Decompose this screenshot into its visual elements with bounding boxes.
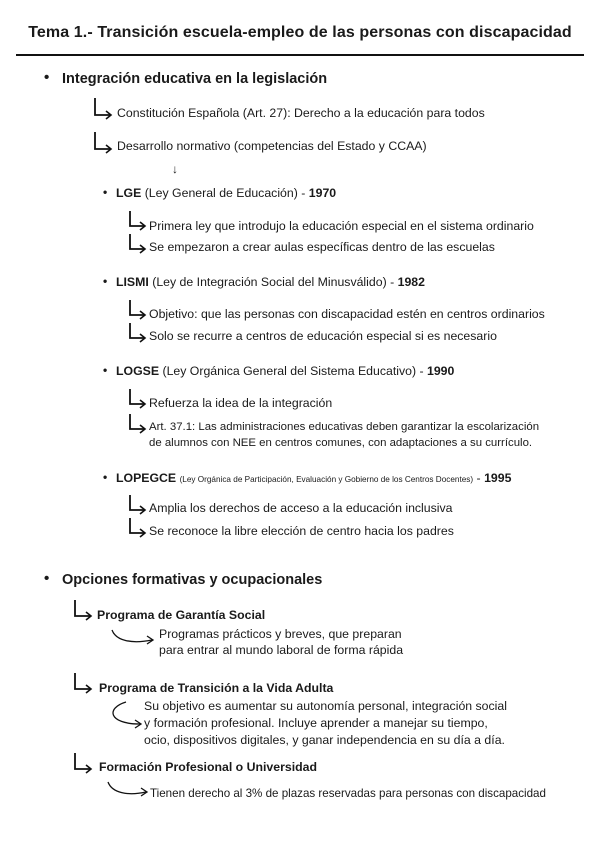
law-point: de alumnos con NEE en centros comunes, con adaptaciones a su currículo. <box>149 437 533 449</box>
list-item-normative: Desarrollo normativo (competencias del Estado y CCAA) <box>117 139 427 153</box>
law-sep: - <box>390 275 395 289</box>
curved-arrow-icon <box>110 627 156 647</box>
hook-arrow-icon <box>128 388 148 408</box>
law-point: Se reconoce la libre elección de centro hacia los padres <box>149 524 454 538</box>
program-desc-line: Programas prácticos y breves, que preparan <box>159 627 402 641</box>
program-title: Programa de Transición a la Vida Adulta <box>99 681 334 695</box>
program-desc-line: Tienen derecho al 3% de plazas reservadas para personas con discapacidad <box>150 787 546 800</box>
law-sep: - <box>476 471 481 485</box>
law-heading-logse <box>116 364 454 378</box>
bullet-dot: • <box>103 185 108 199</box>
program-title: Formación Profesional o Universidad <box>99 760 317 774</box>
law-year: 1970 <box>308 186 337 200</box>
law-year: 1982 <box>397 275 425 289</box>
law-point: Refuerza la idea de la integración <box>149 396 333 410</box>
hook-arrow-icon <box>73 752 95 774</box>
hook-arrow-icon <box>73 672 95 694</box>
list-item-constitution: Constitución Española (Art. 27): Derecho a la educación para todos <box>117 106 485 120</box>
law-heading-lopegce <box>116 471 511 485</box>
law-point: Se empezaron a crear aulas específicas dentro de las escuelas <box>149 240 495 254</box>
program-desc-line: Su objetivo es aumentar su autonomía personal, integración social <box>144 699 507 713</box>
law-point: Art. 37.1: Las administraciones educativas deben garantizar la escolarización <box>149 421 540 433</box>
bullet-dot: • <box>44 69 50 86</box>
hook-arrow-icon <box>128 299 148 319</box>
hook-arrow-icon <box>128 413 148 433</box>
hook-arrow-icon <box>93 97 115 119</box>
bullet-dot: • <box>103 470 108 484</box>
law-sep: - <box>419 364 424 378</box>
hook-arrow-icon <box>128 517 148 537</box>
law-abbr: LISMI <box>116 275 149 289</box>
program-desc-line: ocio, dispositivos digitales, y ganar independencia en su día a día. <box>144 733 505 747</box>
law-name: (Ley Orgánica de Participación, Evaluación y Gobierno de los Centros Docentes) <box>179 475 474 484</box>
law-point: Solo se recurre a centros de educación especial si es necesario <box>149 329 497 343</box>
page-title: Tema 1.- Transición escuela-empleo de las personas con discapacidad <box>28 24 572 41</box>
law-point: Objetivo: que las personas con discapacidad estén en centros ordinarios <box>149 307 545 321</box>
law-abbr: LOPEGCE <box>116 471 177 485</box>
program-desc-line: para entrar al mundo laboral de forma rápida <box>159 643 404 657</box>
title-underline <box>16 54 584 56</box>
law-sep: - <box>301 186 306 200</box>
program-desc-line: y formación profesional. Incluye aprender a manejar su tiempo, <box>144 716 488 730</box>
law-point: Amplia los derechos de acceso a la educación inclusiva <box>149 501 453 515</box>
section-heading-legislation: Integración educativa en la legislación <box>62 71 328 87</box>
law-heading-lge <box>116 186 336 200</box>
law-year: 1995 <box>484 471 512 485</box>
law-abbr: LOGSE <box>116 364 160 378</box>
hook-arrow-icon <box>128 233 148 253</box>
curved-arrow-icon <box>102 700 144 734</box>
bullet-dot: • <box>44 570 50 587</box>
hook-arrow-icon <box>128 210 148 230</box>
program-title: Programa de Garantía Social <box>97 608 266 622</box>
law-name: (Ley de Integración Social del Minusválido) <box>152 275 387 289</box>
bullet-dot: • <box>103 363 108 377</box>
curved-arrow-icon <box>106 779 150 799</box>
hook-arrow-icon <box>93 131 115 153</box>
section-heading-options: Opciones formativas y ocupacionales <box>62 572 323 588</box>
hook-arrow-icon <box>128 494 148 514</box>
hook-arrow-icon <box>128 322 148 342</box>
law-abbr: LGE <box>116 186 142 200</box>
law-name: (Ley Orgánica General del Sistema Educativo) <box>162 364 417 378</box>
down-arrow-icon: ↓ <box>172 162 178 176</box>
hook-arrow-icon <box>73 599 95 621</box>
law-heading-lismi <box>116 275 425 289</box>
bullet-dot: • <box>103 274 108 288</box>
law-point: Primera ley que introdujo la educación especial en el sistema ordinario <box>149 219 534 233</box>
law-name: (Ley General de Educación) <box>144 186 298 200</box>
law-year: 1990 <box>427 364 455 378</box>
